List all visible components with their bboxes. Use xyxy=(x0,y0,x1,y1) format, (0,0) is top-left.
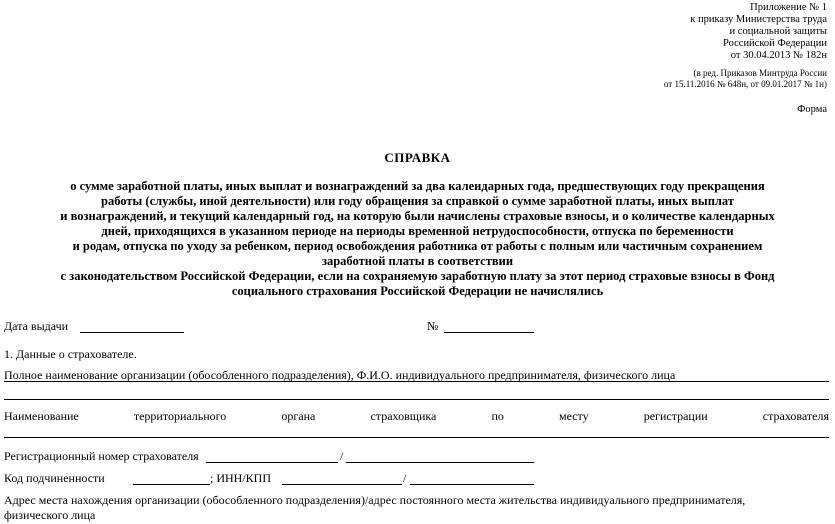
reg-number-field-2[interactable] xyxy=(346,462,534,463)
territorial-body-field[interactable] xyxy=(4,437,829,438)
full-name-label: Полное наименование организации (обособленного подразделения), Ф.И.О. индивидуального предпринимателя, физического лица xyxy=(4,368,676,382)
kpp-field[interactable] xyxy=(410,484,534,485)
reg-number-label: Регистрационный номер страхователя xyxy=(4,449,199,463)
subtitle-line: заработной платы в соответствии xyxy=(321,254,514,268)
address-label-line2: физического лица xyxy=(4,508,96,522)
territorial-word: регистрации xyxy=(643,409,708,423)
issue-date-field[interactable] xyxy=(80,332,184,333)
territorial-word: страховщика xyxy=(370,409,437,423)
address-label-line1-wrap xyxy=(4,493,829,507)
subtitle-line: и вознаграждений, и текущий календарный год, на которую были начислены страховые взносы, и о количестве календарных xyxy=(60,209,775,223)
number-label: № xyxy=(427,319,439,333)
reg-number-field-1[interactable] xyxy=(206,462,338,463)
inn-field[interactable] xyxy=(282,484,402,485)
inn-kpp-separator: / xyxy=(403,471,407,485)
appendix-line-5: от 30.04.2013 № 182н xyxy=(730,50,827,61)
appendix-line-4: Российской Федерации xyxy=(723,38,827,49)
reg-number-separator: / xyxy=(340,449,344,463)
territorial-word: по xyxy=(491,409,504,423)
number-field[interactable] xyxy=(444,332,534,333)
territorial-word: органа xyxy=(281,409,316,423)
full-name-field-continued[interactable] xyxy=(4,399,829,400)
revision-line-2: от 15.11.2016 № 648н, от 09.01.2017 № 1н) xyxy=(663,79,827,89)
subtitle-line: с законодательством Российской Федерации, если на сохраняемую заработную плату за этот период страховые взносы в Фонд xyxy=(60,269,775,283)
address-label-line1: Адрес места нахождения организации (обособленного подразделения)/адрес постоянного места жительства индивидуального предпринимателя, xyxy=(4,493,746,507)
form-label: Форма xyxy=(797,104,827,115)
subtitle-line: о сумме заработной платы, иных выплат и вознаграждений за два календарных года, предшествующих году прекращения xyxy=(70,179,765,193)
subordination-label: Код подчиненности xyxy=(4,471,105,485)
territorial-word: Наименование xyxy=(4,409,79,423)
section1-heading: 1. Данные о страхователе. xyxy=(4,347,137,361)
full-name-field[interactable] xyxy=(4,381,829,382)
subtitle-line: социального страхования Российской Федерации не начислялись xyxy=(231,284,604,298)
subtitle-line: работы (службы, иной деятельности) или году обращения за справкой о сумме заработной платы, иных выплат xyxy=(101,194,734,208)
territorial-word: территориального xyxy=(133,409,227,423)
document-title: СПРАВКА xyxy=(384,150,451,165)
subtitle-line: и родам, отпуска по уходу за ребенком, период освобождения работника от работы с полным или частичным сохранением xyxy=(72,239,763,253)
territorial-word: месту xyxy=(558,409,589,423)
subordination-field[interactable] xyxy=(133,484,210,485)
subtitle-line: дней, приходящихся в указанном периоде на периоды временной нетрудоспособности, отпуска по беременности xyxy=(101,224,734,238)
inn-kpp-label: ; ИНН/КПП xyxy=(210,471,272,485)
issue-date-label: Дата выдачи xyxy=(4,319,69,333)
revision-line-1: (в ред. Приказов Минтруда России xyxy=(693,68,827,78)
territorial-body-label xyxy=(4,409,829,424)
appendix-line-2: к приказу Министерства труда xyxy=(690,14,827,25)
appendix-line-1: Приложение № 1 xyxy=(750,2,827,13)
territorial-word: страхователя xyxy=(762,409,829,423)
appendix-line-3: и социальной защиты xyxy=(729,26,827,37)
